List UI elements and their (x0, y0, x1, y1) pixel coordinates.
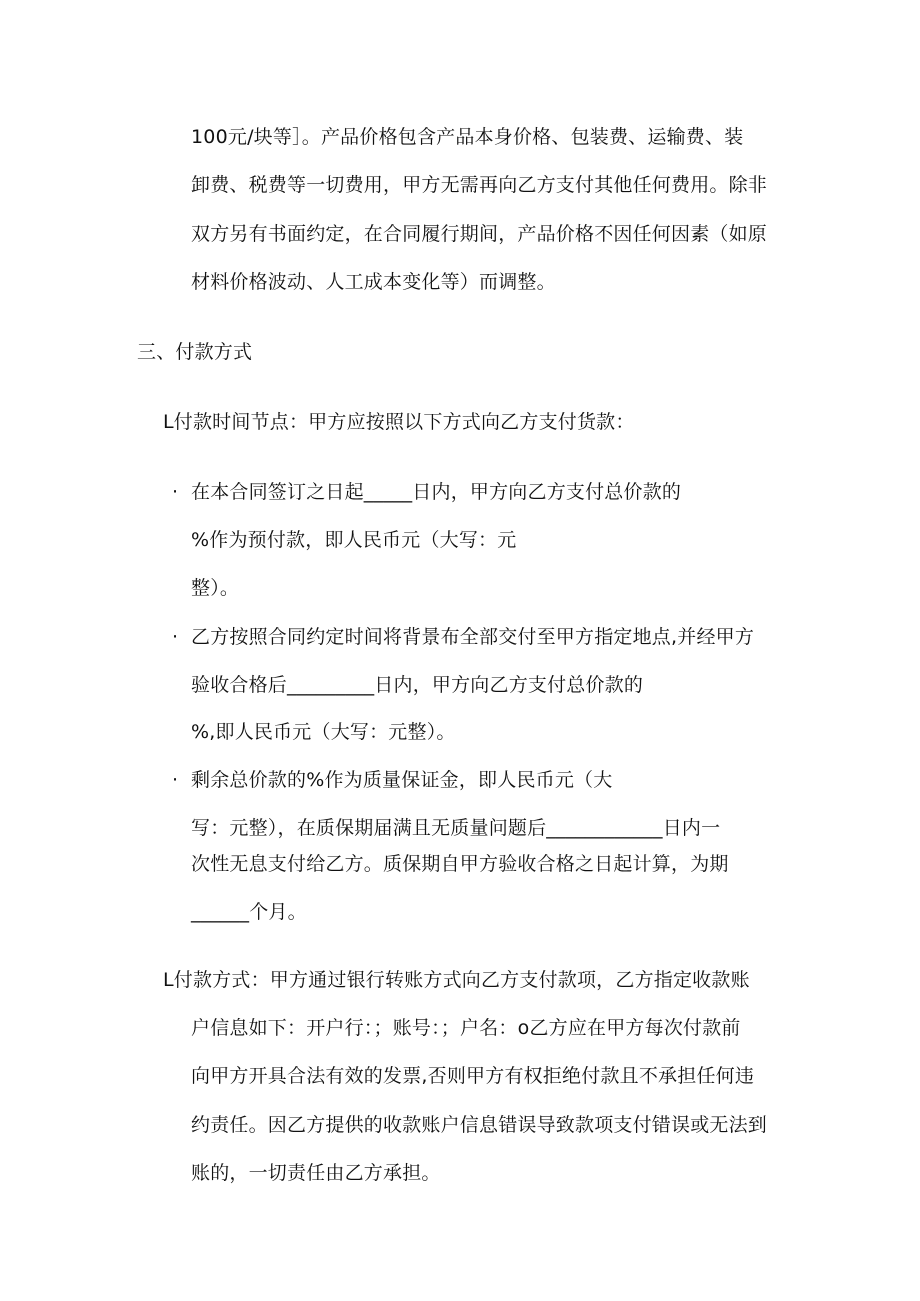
paragraph-line: L付款方式：甲方通过银行转账方式向乙方支付款项，乙方指定收款账 (163, 969, 750, 991)
item-line: 在本合同签订之日起_____日内，甲方向乙方支付总价款的 (191, 481, 682, 503)
paragraph-line: 100元/块等］。产品价格包含产品本身价格、包装费、运输费、装 (191, 126, 744, 148)
item-line: 次性无息支付给乙方。质保期自甲方验收合格之日起计算，为期 (191, 853, 729, 875)
item-line: 乙方按照合同约定时间将背景布全部交付至甲方指定地点,并经甲方 (191, 626, 755, 648)
item-line: ______个月。 (191, 901, 307, 923)
item-line: 验收合格后_________日内，甲方向乙方支付总价款的 (191, 674, 644, 696)
bullet-mark: · (172, 769, 179, 791)
payment-schedule-intro: L付款时间节点：甲方应按照以下方式向乙方支付货款： (163, 411, 635, 433)
paragraph-line: 向甲方开具合法有效的发票,否则甲方有权拒绝付款且不承担任何违 (191, 1065, 755, 1087)
item-line: %作为预付款，即人民币元（大写：元 (191, 529, 517, 551)
paragraph-line: 约责任。因乙方提供的收款账户信息错误导致款项支付错误或无法到 (191, 1114, 768, 1136)
item-line: 写：元整），在质保期届满且无质量问题后____________日内一 (191, 817, 721, 839)
paragraph-line: 账的，一切责任由乙方承担。 (191, 1162, 441, 1184)
paragraph-line: 户信息如下：开户行：；账号：；户名：o乙方应在甲方每次付款前 (191, 1017, 741, 1039)
paragraph-line: 双方另有书面约定，在合同履行期间，产品价格不因任何因素（如原 (191, 223, 768, 245)
bullet-mark: · (172, 626, 179, 648)
paragraph-line: 材料价格波动、人工成本变化等）而调整。 (191, 271, 556, 293)
bullet-mark: · (172, 481, 179, 503)
item-line: 剩余总价款的%作为质量保证金，即人民币元（大 (191, 769, 613, 791)
item-line: %,即人民币元（大写：元整）。 (191, 721, 456, 743)
item-line: 整）。 (191, 577, 240, 599)
paragraph-line: 卸费、税费等一切费用，甲方无需再向乙方支付其他任何费用。除非 (191, 174, 768, 196)
section-heading: 三、付款方式 (137, 341, 253, 363)
